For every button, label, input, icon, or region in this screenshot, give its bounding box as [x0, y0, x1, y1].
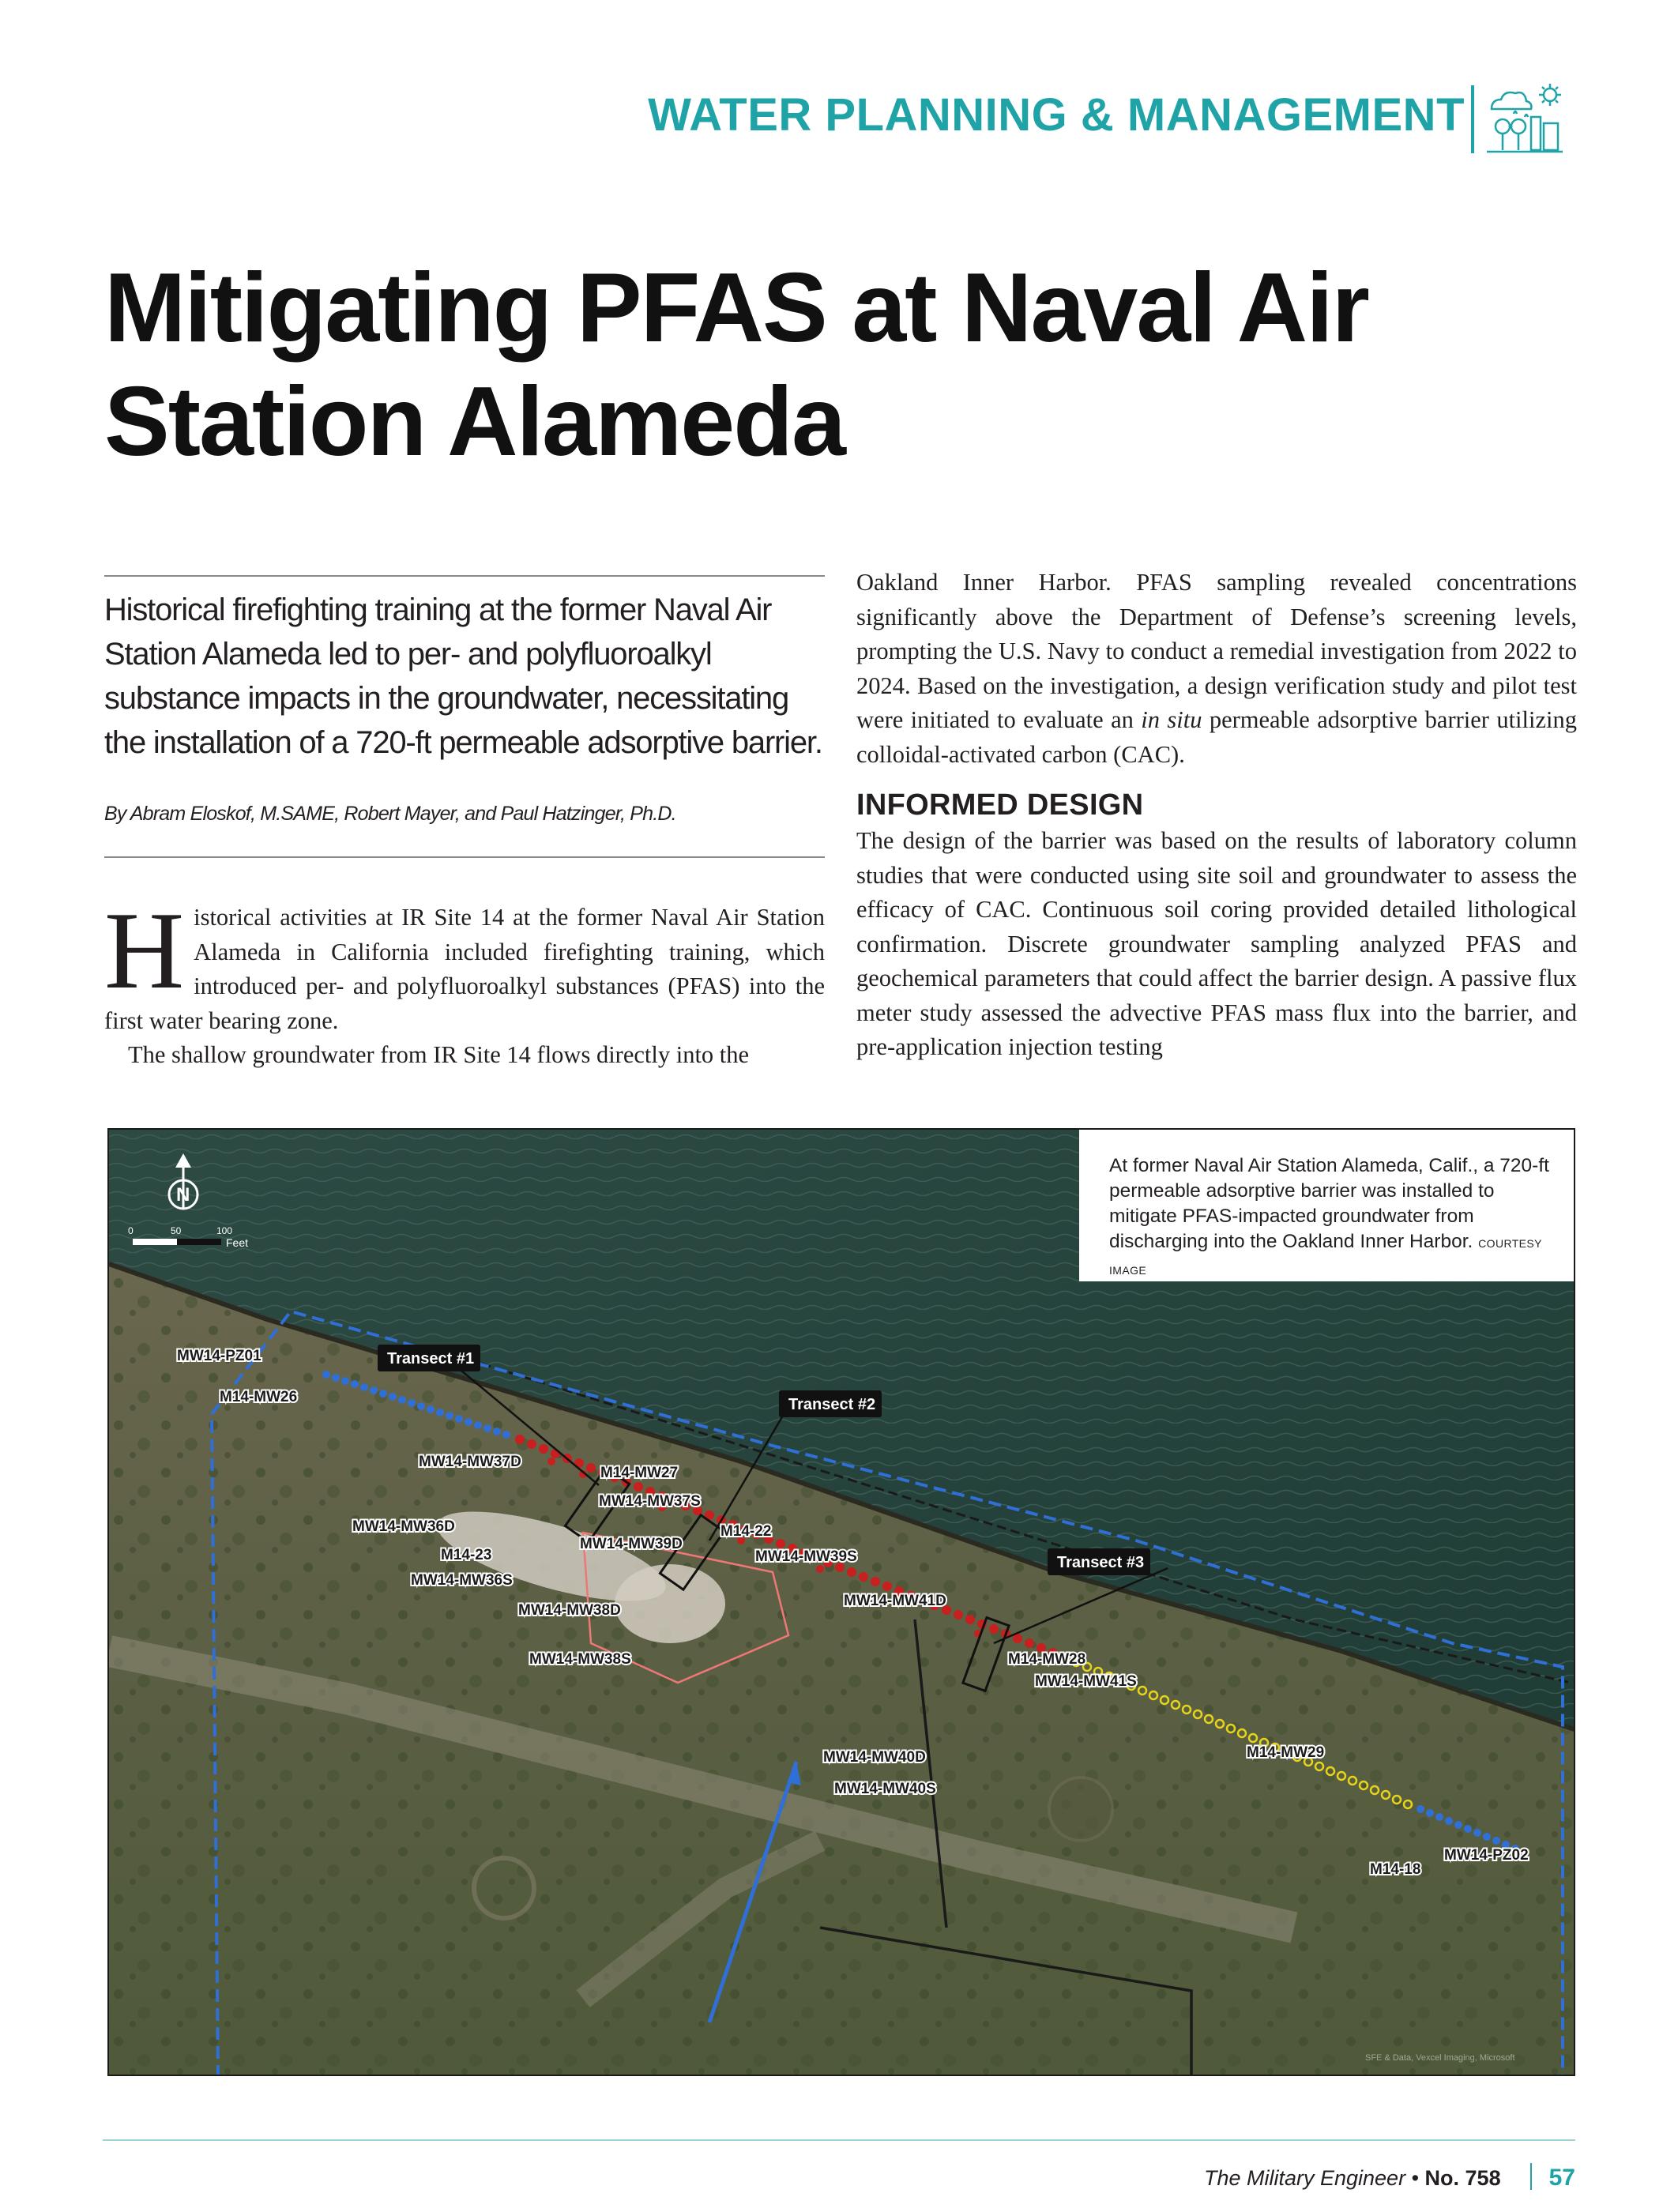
- well-label: MW14-MW39S: [755, 1548, 857, 1565]
- site-map-figure: [107, 1128, 1575, 2076]
- drop-cap: H: [104, 890, 185, 1012]
- svg-text:N: N: [176, 1184, 190, 1206]
- svg-text:Transect #3: Transect #3: [1057, 1554, 1145, 1571]
- svg-text:Transect #2: Transect #2: [788, 1396, 876, 1413]
- caption-text: At former Naval Air Station Alameda, Calif., a 720-ft permeable adsorptive barrier was installed to mitigate PFAS-impacted groundwater from discharging into the Oakland Inner Harbor.: [1109, 1155, 1549, 1252]
- well-label: MW14-PZ01: [177, 1348, 261, 1364]
- transect-3-label: [1048, 1548, 1150, 1575]
- body-paragraph-3: Oakland Inner Harbor. PFAS sampling revealed concentrations significantly above the Department of Defense’s screening levels, prompting the U.S. Navy to conduct a remedial investigation from 2022 to 2024. Based on the investigation, a design verification study and pilot test were initiated to evaluate an in situ permeable adsorptive barrier utilizing colloidal-activated carbon (CAC).: [856, 569, 1577, 768]
- byline: By Abram Eloskof, M.SAME, Robert Mayer, and Paul Hatzinger, Ph.D.: [104, 803, 676, 825]
- svg-text:0: 0: [128, 1225, 134, 1236]
- footer-divider: [1530, 2163, 1532, 2190]
- well-label: MW14-MW37D: [419, 1454, 521, 1470]
- article-title-line-2: Station Alameda: [104, 367, 845, 476]
- publication-name: The Military Engineer: [1203, 2166, 1406, 2190]
- article-title-line-1: Mitigating PFAS at Naval Air: [104, 254, 1368, 363]
- transect-1-label: [378, 1345, 480, 1371]
- byline-bottom-rule: [104, 856, 825, 858]
- svg-text:Feet: Feet: [226, 1236, 249, 1249]
- transect-2-label: [779, 1390, 882, 1417]
- svg-text:50: 50: [171, 1225, 182, 1236]
- well-label: M14-MW29: [1247, 1744, 1325, 1761]
- well-label: M14-23: [441, 1547, 492, 1563]
- lede: Historical firefighting training at the former Naval Air Station Alameda led to per- and polyfluoroalkyl substance impacts in the groundwater, necessitating the installation of a 720-ft permeable adsorptive barrier.: [104, 592, 822, 760]
- subhead-informed-design: INFORMED DESIGN: [856, 788, 1144, 822]
- well-label: MW14-MW39D: [580, 1536, 683, 1552]
- well-label: MW14-MW36S: [411, 1572, 513, 1589]
- body-column-left: [104, 890, 825, 1073]
- imagery-credit: SFE & Data, Vexcel Imaging, Microsoft: [1365, 2053, 1515, 2063]
- well-label: MW14-MW41D: [844, 1593, 946, 1609]
- body-paragraph-4: The design of the barrier was based on the results of laboratory column studies that were conducted using site soil and groundwater to assess the efficacy of CAC. Continuous soil coring provided detailed lithological confirmation. Discrete groundwater sampling analyzed PFAS and geochemical parameters that could affect the barrier design. A passive flux meter study assessed the advective PFAS mass flux into the barrier, and pre-application injection testing: [856, 827, 1577, 1060]
- body-paragraph-2: The shallow groundwater from IR Site 14 flows directly into the: [128, 1041, 750, 1068]
- well-label: MW14-MW36D: [352, 1518, 455, 1535]
- section-divider: [1471, 85, 1474, 153]
- body-column-right: [856, 566, 1577, 1065]
- figure-caption: [1079, 1130, 1574, 1281]
- well-label: M14-22: [720, 1523, 772, 1540]
- issue-number: No. 758: [1424, 2166, 1501, 2190]
- footer-bullet: •: [1411, 2166, 1420, 2190]
- article-title: [104, 251, 1526, 479]
- section-title: WATER PLANNING & MANAGEMENT: [648, 89, 1465, 141]
- well-label: MW14-MW40D: [823, 1749, 926, 1766]
- well-label: MW14-MW38D: [518, 1602, 621, 1619]
- lede-top-rule: [104, 575, 825, 577]
- footer-rule: [103, 2139, 1575, 2141]
- well-label: MW14-MW37S: [599, 1493, 701, 1510]
- svg-text:Transect #1: Transect #1: [387, 1350, 475, 1367]
- page-footer: [1204, 2163, 1575, 2191]
- well-label: M14-MW26: [220, 1389, 298, 1405]
- well-label: M14-MW28: [1008, 1651, 1086, 1668]
- svg-text:100: 100: [216, 1225, 233, 1236]
- well-label: MW14-MW40S: [834, 1781, 936, 1797]
- well-label: MW14-MW38S: [529, 1651, 631, 1668]
- water-city-icon: [1485, 82, 1564, 155]
- well-label: M14-18: [1370, 1861, 1421, 1878]
- well-label: MW14-MW41S: [1035, 1673, 1137, 1690]
- caption-credit: COURTESY IMAGE: [1109, 1237, 1542, 1277]
- well-label: MW14-PZ02: [1444, 1847, 1529, 1864]
- page-number: 57: [1548, 2165, 1575, 2191]
- well-label: M14-MW27: [600, 1465, 679, 1481]
- body-paragraph-1: Historical activities at IR Site 14 at the former Naval Air Station Alameda in California included firefighting training, which introduced per- and polyfluoroalkyl substances (PFAS) into the first water bearing zone.: [104, 890, 825, 1034]
